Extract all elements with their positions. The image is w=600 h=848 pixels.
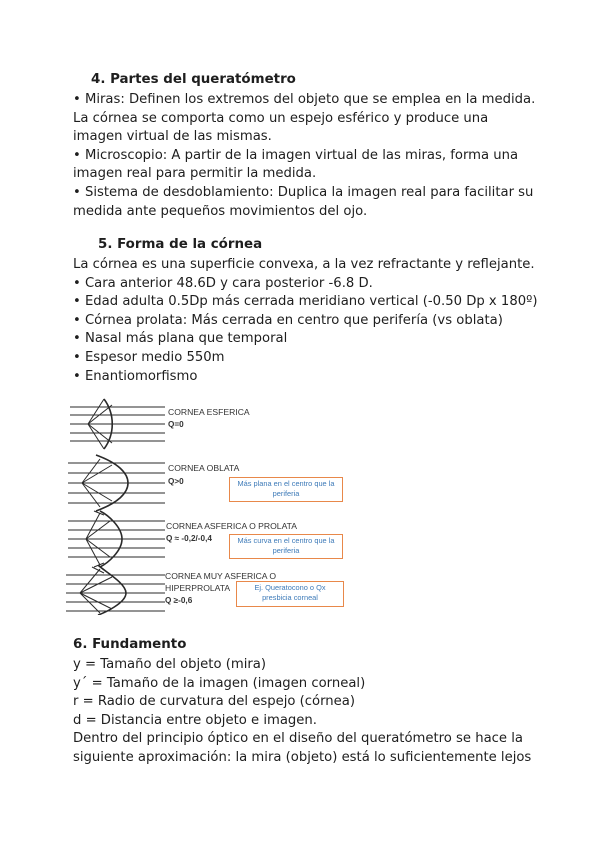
cornea-esferica-drawing — [70, 399, 165, 449]
section-6-heading: 6. Fundamento — [73, 637, 187, 652]
section-6-body — [73, 656, 543, 768]
section-4-heading: 4. Partes del queratómetro — [91, 72, 296, 87]
shape-label: CORNEA OBLATA — [168, 463, 240, 473]
text-line: imagen virtual de las mismas. — [73, 129, 272, 145]
text-line: • Espesor medio 550m — [73, 349, 225, 365]
text-line: • Microscopio: A partir de la imagen virtual de las miras, forma una — [73, 147, 519, 163]
text-line: • Miras: Definen los extremos del objeto que se emplea en la medida. — [73, 92, 536, 107]
section-5-body — [73, 256, 543, 386]
note-oblata: Más plana en el centro que la periferia — [229, 477, 343, 502]
cornea-hiperprolata-drawing — [66, 565, 165, 615]
shape-q-value: Q=0 — [168, 420, 184, 429]
shape-label: CORNEA ASFERICA O PROLATA — [166, 521, 298, 531]
text-line: r = Radio de curvatura del espejo (córnea) — [73, 694, 356, 710]
text-line: La córnea se comporta como un espejo esférico y produce una — [73, 110, 489, 126]
shape-label: CORNEA MUY ASFERICA O — [165, 571, 277, 581]
cornea-shapes-figure — [0, 393, 600, 615]
cornea-prolata-drawing — [68, 511, 165, 567]
text-line: medida ante pequeños movimientos del ojo. — [73, 203, 368, 219]
text-line: y = Tamaño del objeto (mira) — [73, 657, 267, 672]
shape-q-value: Q>0 — [168, 477, 184, 486]
text-line: • Sistema de desdoblamiento: Duplica la imagen real para facilitar su — [73, 184, 534, 200]
text-line: • Cara anterior 48.6D y cara posterior -6.8 D. — [73, 275, 373, 291]
text-line: d = Distancia entre objeto e imagen. — [73, 712, 317, 728]
shape-label: HIPERPROLATA — [165, 583, 231, 593]
shape-q-value: Q ≥-0,6 — [165, 596, 193, 605]
text-line: • Nasal más plana que temporal — [73, 331, 288, 347]
text-line: • Enantiomorfismo — [73, 368, 198, 384]
text-line: • Córnea prolata: Más cerrada en centro que perifería (vs oblata) — [73, 312, 503, 328]
text-line: • Edad adulta 0.5Dp más cerrada meridiano vertical (-0.50 Dp x 180º) — [73, 294, 538, 310]
section-4-body — [73, 91, 543, 221]
shape-q-value: Q ≈ -0,2/-0,4 — [166, 534, 212, 543]
cornea-oblata-drawing — [68, 455, 165, 511]
shape-label: CORNEA ESFERICA — [168, 407, 250, 417]
text-line: siguiente aproximación: la mira (objeto) está lo suficientemente lejos — [73, 749, 532, 765]
text-line: imagen real para permitir la medida. — [73, 166, 317, 182]
section-5-heading: 5. Forma de la córnea — [98, 237, 263, 252]
note-prolata: Más curva en el centro que la periferia — [229, 534, 343, 559]
note-hiperprolata: Ej. Queratocono o Qx presbicia corneal — [236, 581, 344, 607]
text-line: La córnea es una superficie convexa, a la vez refractante y reflejante. — [73, 257, 535, 272]
text-line: Dentro del principio óptico en el diseño del queratómetro se hace la — [73, 731, 523, 747]
text-line: y´ = Tamaño de la imagen (imagen corneal) — [73, 675, 366, 691]
